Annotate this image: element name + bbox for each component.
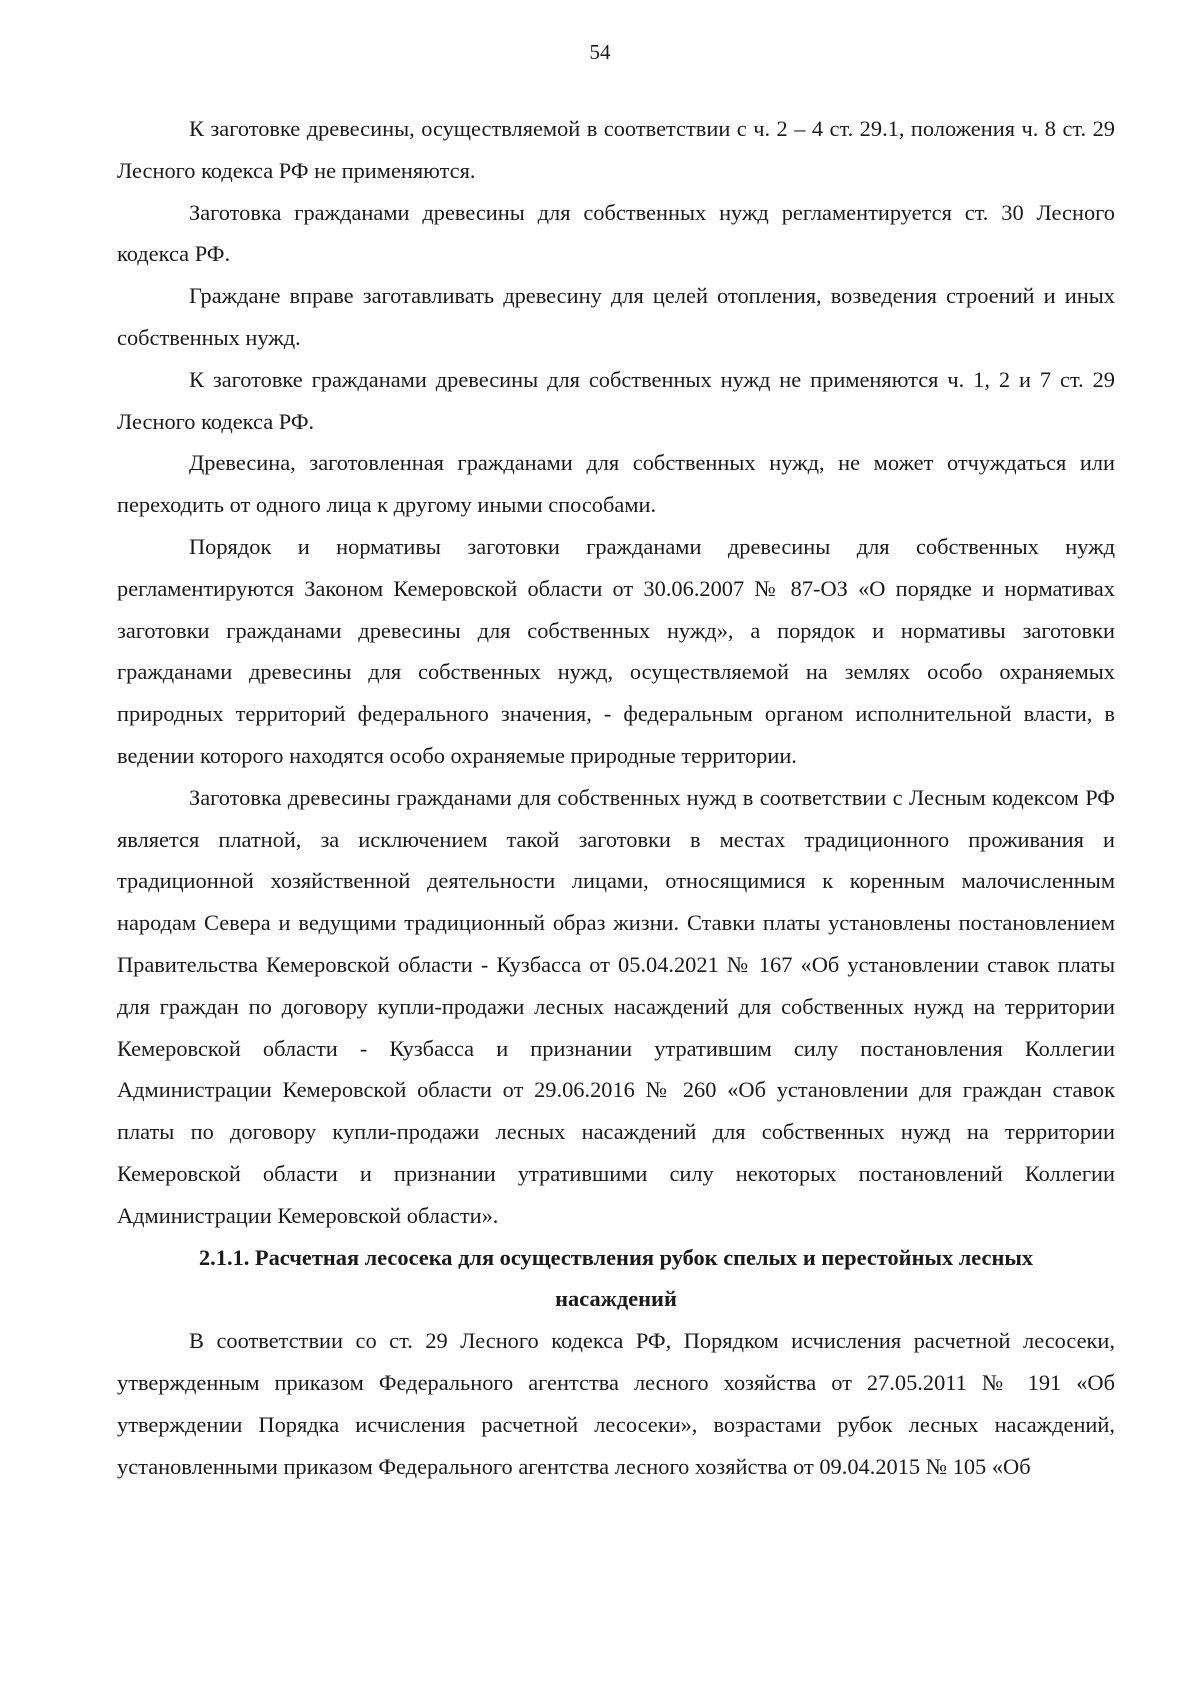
paragraph: Порядок и нормативы заготовки гражданами древесины для собственных нужд регламентируются Законом Кемеровской области от 30.06.2007 № 87-ОЗ «О порядке и нормативах заготовки гражданами древесины для собственных нужд», а порядок и нормативы заготовки гражданами древесины для собственных нужд, осуществляемой на землях особо охраняемых природных территорий федерального значения, - федеральным органом исполнительной власти, в ведении которого находятся особо охраняемые природные территории. xyxy=(117,533,1115,768)
paragraph: Заготовка гражданами древесины для собственных нужд регламентируется ст. 30 Лесного кодекса РФ. xyxy=(117,199,1115,267)
paragraph: Граждане вправе заготавливать древесину для целей отопления, возведения строений и иных собственных нужд. xyxy=(117,283,1115,350)
page-number: 54 xyxy=(589,40,611,64)
paragraph: К заготовке древесины, осуществляемой в соответствии с ч. 2 – 4 ст. 29.1, положения ч. 8 ст. 29 Лесного кодекса РФ не применяются. xyxy=(117,116,1115,183)
paragraph: Заготовка древесины гражданами для собственных нужд в соответствии с Лесным кодексом РФ является платной, за исключением такой заготовки в местах традиционного проживания и традиционной хозяйственной деятельности лицами, относящимися к коренным малочисленным народам Севера и ведущими традиционный образ жизни. Ставки платы установлены постановлением Правительства Кемеровской области - Кузбасса от 05.04.2021 № 167 «Об установлении ставок платы для граждан по договору купли-продажи лесных насаждений для собственных нужд на территории Кемеровской области - Кузбасса и признании утратившим силу постановления Коллегии Администрации Кемеровской области от 29.06.2016 № 260 «Об установлении для граждан ставок платы по договору купли-продажи лесных насаждений для собственных нужд на территории Кемеровской области и признании утратившими силу некоторых постановлений Коллегии Администрации Кемеровской области». xyxy=(117,784,1115,1228)
document-body xyxy=(117,108,1115,1487)
paragraph: Древесина, заготовленная гражданами для собственных нужд, не может отчуждаться или переходить от одного лица к другому иными способами. xyxy=(117,450,1115,518)
paragraph: К заготовке гражданами древесины для собственных нужд не применяются ч. 1, 2 и 7 ст. 29 Лесного кодекса РФ. xyxy=(117,366,1115,434)
paragraph: В соответствии со ст. 29 Лесного кодекса РФ, Порядком исчисления расчетной лесосеки, утвержденным приказом Федерального агентства лесного хозяйства от 27.05.2011 № 191 «Об утверждении Порядка исчисления расчетной лесосеки», возрастами рубок лесных насаждений, установленными приказом Федерального агентства лесного хозяйства от 09.04.2015 № 105 «Об xyxy=(117,1328,1115,1479)
section-heading: 2.1.1. Расчетная лесосека для осуществления рубок спелых и перестойных лесных насаждений xyxy=(198,1244,1034,1312)
